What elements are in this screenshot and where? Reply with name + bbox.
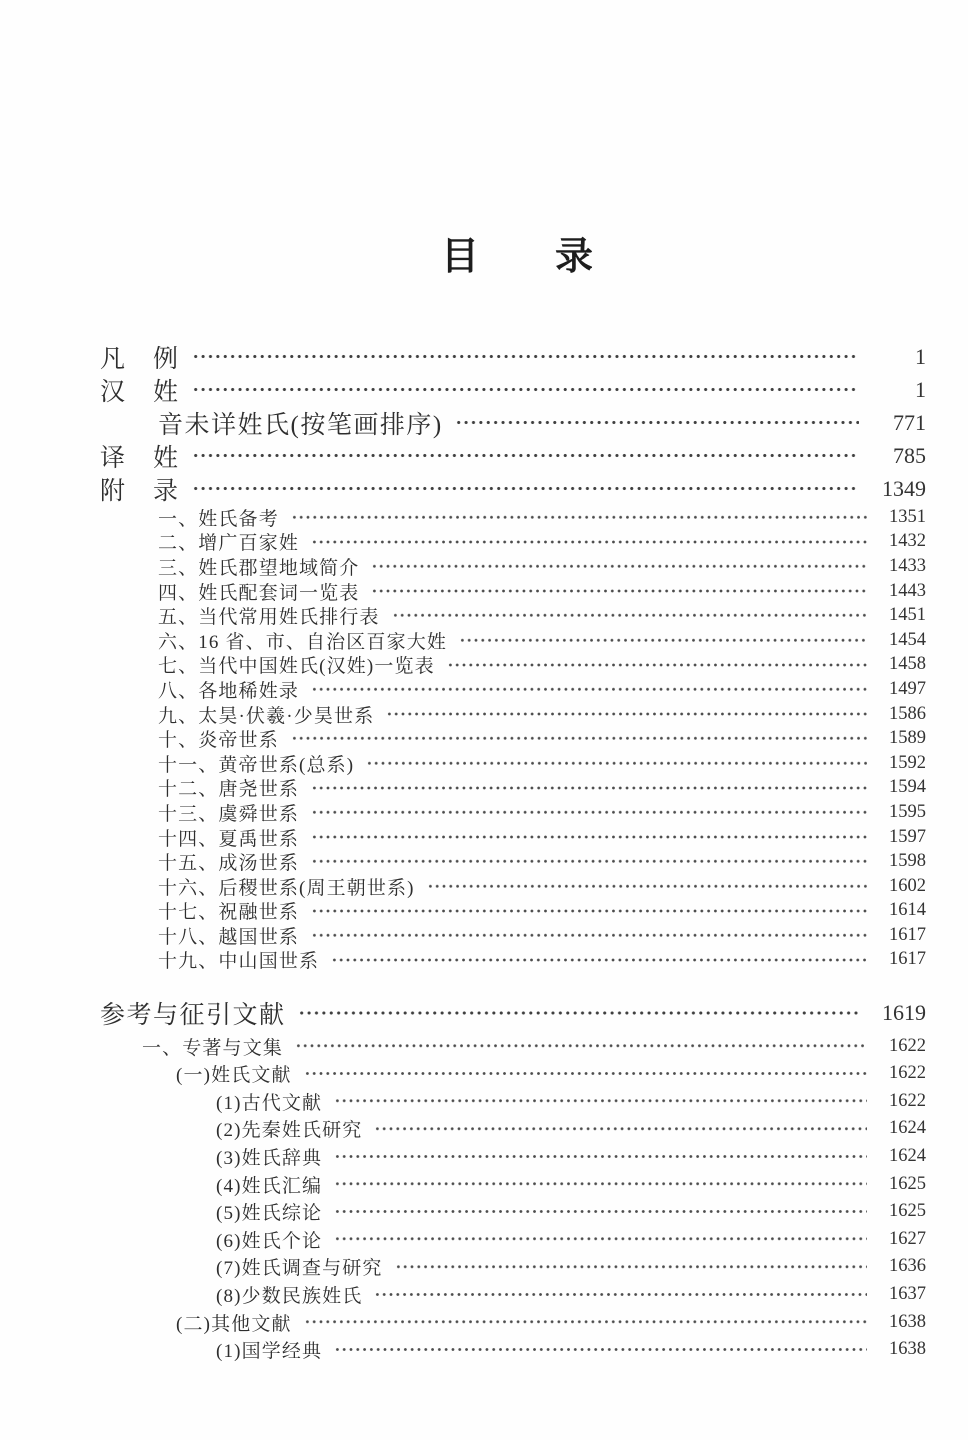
toc-section-appendix [100, 505, 926, 972]
toc-entry-page: 1 [915, 376, 926, 402]
toc-entry-page: 1614 [889, 900, 926, 921]
toc-entry [100, 726, 926, 751]
toc-entry [100, 579, 926, 604]
toc-entry [100, 874, 926, 899]
dot-leader [392, 603, 867, 628]
toc-entry-label: 十八、越国世系 [158, 926, 299, 948]
toc-entry-page: 1451 [889, 605, 926, 626]
toc-entry-page: 1497 [889, 678, 926, 699]
dot-leader [192, 472, 859, 505]
toc-entry-label: 十、炎帝世系 [158, 730, 279, 752]
dot-leader [427, 874, 867, 899]
toc-entry [100, 702, 926, 727]
toc-entry-label: 十三、虞舜世系 [158, 803, 299, 825]
toc-entry-label: 一、姓氏备考 [158, 508, 279, 530]
toc-entry [100, 653, 926, 678]
toc-entry-page: 1636 [889, 1256, 926, 1277]
toc-entry-page: 1617 [889, 924, 926, 945]
toc-entry [100, 373, 926, 406]
toc-entry-page: 1597 [889, 826, 926, 847]
toc-entry [100, 439, 926, 472]
toc-entry-label: (8)少数民族姓氏 [216, 1285, 363, 1307]
toc-entry-page: 1619 [882, 1000, 926, 1026]
toc-entry-page: 1432 [889, 531, 926, 552]
toc-entry-label: 凡 例 [100, 345, 180, 373]
toc-entry [100, 406, 926, 439]
dot-leader [311, 776, 867, 801]
toc-section-references [100, 994, 926, 1363]
toc-entry-label: (2)先秦姓氏研究 [216, 1120, 363, 1142]
toc-entry-label: 参考与征引文献 [100, 1002, 286, 1030]
dot-leader [334, 1198, 867, 1226]
toc-entry [100, 899, 926, 924]
toc-entry-page: 1443 [889, 580, 926, 601]
toc-entry [100, 472, 926, 505]
toc-entry [100, 1281, 926, 1309]
dot-leader [311, 530, 867, 555]
toc-entry [100, 1060, 926, 1088]
toc-entry-page: 1625 [889, 1173, 926, 1194]
toc-entry [100, 677, 926, 702]
toc-entry-page: 1589 [889, 728, 926, 749]
toc-entry-label: 四、姓氏配套词一览表 [158, 582, 360, 604]
toc-entry [100, 603, 926, 628]
dot-leader [447, 653, 867, 678]
toc-entry [100, 948, 926, 973]
toc-entry [100, 1115, 926, 1143]
dot-leader [298, 994, 859, 1032]
dot-leader [192, 340, 859, 373]
toc-entry-page: 771 [893, 409, 926, 435]
toc-entry [100, 994, 926, 1032]
toc-entry [100, 1170, 926, 1198]
toc-entry [100, 340, 926, 373]
toc-entry-page: 1433 [889, 555, 926, 576]
toc-entry-label: 六、16 省、市、自治区百家大姓 [158, 631, 447, 653]
toc-entry-page: 785 [893, 442, 926, 468]
dot-leader [395, 1253, 867, 1281]
dot-leader [291, 505, 867, 530]
toc-entry-label: (二)其他文献 [176, 1313, 292, 1335]
toc-entry-label: (7)姓氏调查与研究 [216, 1258, 383, 1280]
dot-leader [374, 1281, 867, 1309]
dot-leader [366, 751, 867, 776]
toc-entry [100, 1087, 926, 1115]
dot-leader [386, 702, 867, 727]
toc-entry-page: 1624 [889, 1145, 926, 1166]
toc-entry-page: 1351 [889, 506, 926, 527]
toc-entry [100, 825, 926, 850]
dot-leader [311, 923, 867, 948]
toc-entry-page: 1622 [889, 1063, 926, 1084]
toc-entry-label: 八、各地稀姓录 [158, 680, 299, 702]
dot-leader [334, 1225, 867, 1253]
toc-entry-label: (一)姓氏文献 [176, 1065, 292, 1087]
toc-entry-label: 十七、祝融世系 [158, 902, 299, 924]
toc-entry-label: (5)姓氏综论 [216, 1203, 323, 1225]
toc-entry [100, 800, 926, 825]
toc-entry-label: 七、当代中国姓氏(汉姓)一览表 [158, 656, 435, 678]
toc-entry-page: 1638 [889, 1311, 926, 1332]
toc-entry-page: 1625 [889, 1201, 926, 1222]
toc-entry [100, 1253, 926, 1281]
toc-entry-page: 1 [915, 343, 926, 369]
toc-entry-label: (1)古代文献 [216, 1092, 323, 1114]
toc-entry-label: 十六、后稷世系(周王朝世系) [158, 877, 415, 899]
toc-entry [100, 1225, 926, 1253]
toc-entry-label: 十五、成汤世系 [158, 853, 299, 875]
toc-entry [100, 1336, 926, 1364]
dot-leader [192, 439, 859, 472]
toc-entry-label: 三、姓氏郡望地域简介 [158, 557, 360, 579]
dot-leader [455, 406, 859, 439]
toc-entry-label: 汉 姓 [100, 378, 180, 406]
toc-list [100, 340, 926, 1363]
dot-leader [331, 948, 867, 973]
toc-entry-page: 1349 [882, 475, 926, 501]
dot-leader [311, 849, 867, 874]
toc-entry-label: 附 录 [100, 477, 180, 505]
toc-entry-label: 五、当代常用姓氏排行表 [158, 607, 380, 629]
toc-entry [100, 1308, 926, 1336]
dot-leader [304, 1060, 867, 1088]
toc-entry [100, 751, 926, 776]
toc-entry-page: 1602 [889, 875, 926, 896]
dot-leader [459, 628, 867, 653]
toc-entry-page: 1458 [889, 654, 926, 675]
toc-entry-page: 1598 [889, 851, 926, 872]
toc-entry-page: 1594 [889, 777, 926, 798]
toc-entry-label: 十九、中山国世系 [158, 951, 320, 973]
toc-entry [100, 1143, 926, 1171]
dot-leader [311, 677, 867, 702]
toc-entry-label: 十一、黄帝世系(总系) [158, 754, 355, 776]
dot-leader [334, 1143, 867, 1171]
toc-entry-page: 1624 [889, 1118, 926, 1139]
toc-entry [100, 849, 926, 874]
toc-entry [100, 1032, 926, 1060]
toc-entry-page: 1454 [889, 629, 926, 650]
toc-entry-label: 译 姓 [100, 444, 180, 472]
toc-entry [100, 1198, 926, 1226]
toc-entry [100, 628, 926, 653]
toc-entry [100, 505, 926, 530]
dot-leader [371, 554, 867, 579]
dot-leader [295, 1032, 867, 1060]
toc-entry-label: 音未详姓氏(按笔画排序) [158, 411, 443, 439]
toc-entry [100, 530, 926, 555]
dot-leader [304, 1308, 867, 1336]
dot-leader [371, 579, 867, 604]
dot-leader [374, 1115, 867, 1143]
dot-leader [192, 373, 859, 406]
toc-entry-label: 二、增广百家姓 [158, 533, 299, 555]
toc-entry-label: (6)姓氏个论 [216, 1230, 323, 1252]
dot-leader [311, 899, 867, 924]
toc-section-front [100, 340, 926, 505]
dot-leader [334, 1087, 867, 1115]
toc-entry-label: (1)国学经典 [216, 1341, 323, 1363]
toc-entry-label: 九、太昊·伏羲·少昊世系 [158, 705, 375, 727]
dot-leader [334, 1336, 867, 1364]
toc-entry-page: 1637 [889, 1283, 926, 1304]
toc-entry-page: 1595 [889, 801, 926, 822]
toc-entry-label: 一、专著与文集 [142, 1037, 283, 1059]
toc-entry-page: 1638 [889, 1339, 926, 1360]
dot-leader [311, 800, 867, 825]
toc-entry-page: 1622 [889, 1035, 926, 1056]
toc-entry-label: (3)姓氏辞典 [216, 1147, 323, 1169]
dot-leader [291, 726, 867, 751]
toc-entry [100, 923, 926, 948]
toc-entry-page: 1617 [889, 949, 926, 970]
toc-entry-page: 1622 [889, 1090, 926, 1111]
toc-entry-page: 1592 [889, 752, 926, 773]
toc-entry-label: (4)姓氏汇编 [216, 1175, 323, 1197]
toc-entry-label: 十二、唐尧世系 [158, 779, 299, 801]
toc-entry-page: 1586 [889, 703, 926, 724]
toc-entry-label: 十四、夏禹世系 [158, 828, 299, 850]
toc-entry-page: 1627 [889, 1228, 926, 1249]
toc-entry [100, 554, 926, 579]
dot-leader [311, 825, 867, 850]
dot-leader [334, 1170, 867, 1198]
page-title: 目 录 [440, 236, 593, 278]
toc-entry [100, 776, 926, 801]
